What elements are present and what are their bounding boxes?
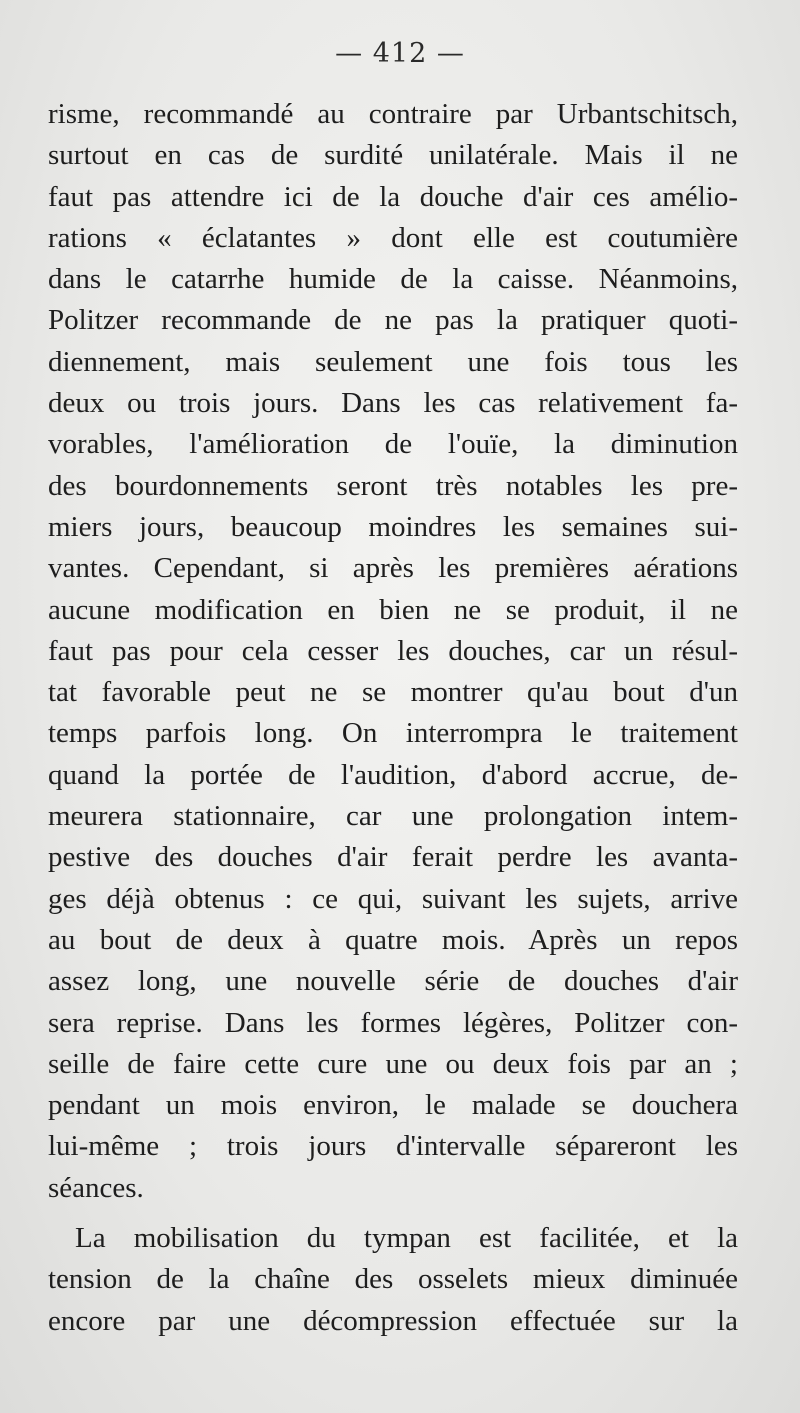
text-line: temps parfois long. On interrompra le traitement: [48, 717, 738, 750]
text-line: séances.: [48, 1171, 144, 1204]
text-line: surtout en cas de surdité unilatérale. Mais il ne: [48, 139, 738, 172]
text-line: pendant un mois environ, le malade se douchera: [48, 1089, 738, 1122]
text-line: Politzer recommande de ne pas la pratiquer quoti-: [48, 304, 738, 337]
text-line: seille de faire cette cure une ou deux fois par an ;: [48, 1047, 738, 1080]
text-line: pestive des douches d'air ferait perdre les avanta-: [48, 841, 738, 874]
text-line: vorables, l'amélioration de l'ouïe, la diminution: [48, 428, 738, 461]
text-line: tat favorable peut ne se montrer qu'au bout d'un: [48, 676, 738, 709]
text-line: vantes. Cependant, si après les premières aérations: [48, 552, 738, 585]
text-line: faut pas attendre ici de la douche d'air ces amélio-: [48, 180, 738, 213]
text-line: tension de la chaîne des osselets mieux diminuée: [48, 1263, 738, 1296]
paragraph-1: [48, 94, 738, 1209]
text-line: faut pas pour cela cesser les douches, car un résul-: [48, 634, 738, 667]
text-line: des bourdonnements seront très notables les pre-: [48, 469, 738, 502]
text-line: ges déjà obtenus : ce qui, suivant les sujets, arrive: [48, 882, 738, 915]
page-number: — 412 —: [335, 38, 465, 69]
text-line: rations « éclatantes » dont elle est coutumière: [48, 221, 738, 254]
body-text: [48, 94, 738, 1342]
paragraph-gap: [48, 1209, 738, 1218]
text-line: deux ou trois jours. Dans les cas relativement fa-: [48, 387, 738, 420]
text-line: dans le catarrhe humide de la caisse. Néanmoins,: [48, 263, 738, 296]
text-line: diennement, mais seulement une fois tous les: [48, 345, 738, 378]
paragraph-2: [48, 1218, 738, 1342]
text-line: au bout de deux à quatre mois. Après un repos: [48, 923, 738, 956]
text-line: quand la portée de l'audition, d'abord accrue, de-: [48, 758, 738, 791]
text-line: encore par une décompression effectuée sur la: [48, 1304, 738, 1337]
text-line: assez long, une nouvelle série de douches d'air: [48, 965, 738, 998]
text-line: lui-même ; trois jours d'intervalle sépareront les: [48, 1130, 738, 1163]
text-line: risme, recommandé au contraire par Urbantschitsch,: [48, 98, 738, 130]
text-line: miers jours, beaucoup moindres les semaines sui-: [48, 510, 738, 543]
text-line: La mobilisation du tympan est facilitée, et la: [75, 1222, 738, 1255]
text-line: aucune modification en bien ne se produit, il ne: [48, 593, 738, 626]
text-line: sera reprise. Dans les formes légères, Politzer con-: [48, 1006, 738, 1039]
text-line: meurera stationnaire, car une prolongation intem-: [48, 800, 738, 833]
